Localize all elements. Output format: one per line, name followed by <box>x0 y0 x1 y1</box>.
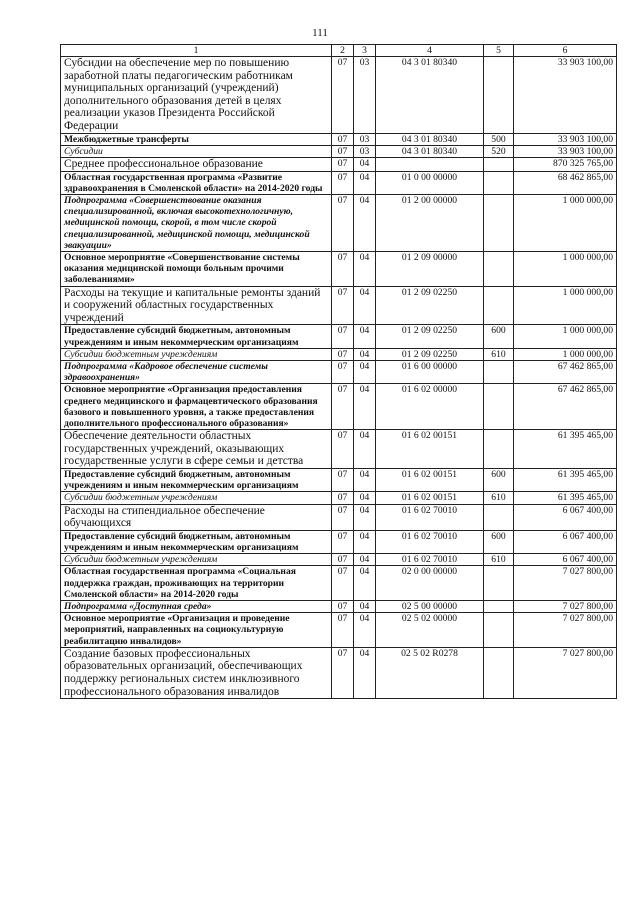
row-name-cell: Расходы на стипендиальное обеспечение обучающихся <box>61 504 332 530</box>
table-row <box>61 360 617 383</box>
row-name-cell: Обеспечение деятельности областных государственных учреждений, оказывающих государственные услуги в сфере семьи и детства <box>61 430 332 469</box>
target-article-cell: 01 0 00 00000 <box>376 171 484 194</box>
row-name-cell: Основное мероприятие «Совершенствование системы оказания медицинской помощи больным прочими заболеваниями» <box>61 251 332 286</box>
amount-cell: 61 395 465,00 <box>514 430 617 469</box>
table-row <box>61 384 617 430</box>
subsection-cell: 04 <box>354 647 376 698</box>
target-article-cell: 02 5 02 00000 <box>376 613 484 648</box>
table-row <box>61 504 617 530</box>
table-row <box>61 647 617 698</box>
amount-cell: 6 067 400,00 <box>514 554 617 566</box>
target-article-cell: 02 5 00 00000 <box>376 601 484 613</box>
row-name-cell: Субсидии бюджетным учреждениям <box>61 492 332 504</box>
expense-type-cell <box>484 647 514 698</box>
amount-cell: 68 462 865,00 <box>514 171 617 194</box>
section-cell: 07 <box>332 613 354 648</box>
expense-type-cell <box>484 194 514 251</box>
target-article-cell: 01 6 00 00000 <box>376 360 484 383</box>
column-header: 6 <box>514 45 617 57</box>
target-article-cell: 01 6 02 70010 <box>376 530 484 553</box>
table-row <box>61 613 617 648</box>
target-article-cell: 04 3 01 80340 <box>376 133 484 145</box>
expense-type-cell: 600 <box>484 468 514 491</box>
row-name-cell: Предоставление субсидий бюджетным, автономным учреждениям и иным некоммерческим организациям <box>61 530 332 553</box>
row-name-cell: Областная государственная программа «Развитие здравоохранения в Смоленской области» на 2014-2020 годы <box>61 171 332 194</box>
expense-type-cell <box>484 566 514 601</box>
table-row <box>61 145 617 157</box>
subsection-cell: 04 <box>354 157 376 171</box>
table-row <box>61 601 617 613</box>
subsection-cell: 04 <box>354 530 376 553</box>
amount-cell: 33 903 100,00 <box>514 57 617 134</box>
expense-type-cell <box>484 171 514 194</box>
amount-cell: 61 395 465,00 <box>514 492 617 504</box>
row-name-cell: Областная государственная программа «Социальная поддержка граждан, проживающих на территории Смоленской области» на 2014-2020 годы <box>61 566 332 601</box>
table-row <box>61 251 617 286</box>
subsection-cell: 04 <box>354 468 376 491</box>
target-article-cell: 01 6 02 70010 <box>376 504 484 530</box>
subsection-cell: 04 <box>354 286 376 325</box>
page-number: 111 <box>312 27 328 39</box>
expense-type-cell: 610 <box>484 554 514 566</box>
budget-table <box>60 44 617 699</box>
amount-cell: 1 000 000,00 <box>514 194 617 251</box>
section-cell: 07 <box>332 57 354 134</box>
column-header: 4 <box>376 45 484 57</box>
target-article-cell: 01 2 09 02250 <box>376 325 484 348</box>
section-cell: 07 <box>332 468 354 491</box>
table-row <box>61 171 617 194</box>
amount-cell: 6 067 400,00 <box>514 504 617 530</box>
row-name-cell: Предоставление субсидий бюджетным, автономным учреждениям и иным некоммерческим организациям <box>61 468 332 491</box>
amount-cell: 7 027 800,00 <box>514 566 617 601</box>
expense-type-cell: 600 <box>484 530 514 553</box>
section-cell: 07 <box>332 194 354 251</box>
target-article-cell: 01 2 09 00000 <box>376 251 484 286</box>
column-header: 5 <box>484 45 514 57</box>
expense-type-cell: 520 <box>484 145 514 157</box>
table-row <box>61 530 617 553</box>
amount-cell: 1 000 000,00 <box>514 251 617 286</box>
section-cell: 07 <box>332 384 354 430</box>
expense-type-cell: 500 <box>484 133 514 145</box>
expense-type-cell <box>484 504 514 530</box>
subsection-cell: 04 <box>354 504 376 530</box>
subsection-cell: 04 <box>354 360 376 383</box>
section-cell: 07 <box>332 601 354 613</box>
row-name-cell: Субсидии бюджетным учреждениям <box>61 554 332 566</box>
expense-type-cell <box>484 251 514 286</box>
subsection-cell: 04 <box>354 601 376 613</box>
subsection-cell: 03 <box>354 57 376 134</box>
expense-type-cell <box>484 157 514 171</box>
table-row <box>61 57 617 134</box>
subsection-cell: 04 <box>354 613 376 648</box>
expense-type-cell: 600 <box>484 325 514 348</box>
table-row <box>61 430 617 469</box>
target-article-cell: 04 3 01 80340 <box>376 57 484 134</box>
row-name-cell: Субсидии бюджетным учреждениям <box>61 348 332 360</box>
section-cell: 07 <box>332 360 354 383</box>
table-row <box>61 566 617 601</box>
amount-cell: 1 000 000,00 <box>514 325 617 348</box>
target-article-cell: 01 2 09 02250 <box>376 348 484 360</box>
section-cell: 07 <box>332 251 354 286</box>
section-cell: 07 <box>332 430 354 469</box>
expense-type-cell <box>484 360 514 383</box>
section-cell: 07 <box>332 286 354 325</box>
section-cell: 07 <box>332 157 354 171</box>
target-article-cell: 01 6 02 00151 <box>376 492 484 504</box>
column-header: 2 <box>332 45 354 57</box>
amount-cell: 7 027 800,00 <box>514 601 617 613</box>
target-article-cell: 01 6 02 00151 <box>376 430 484 469</box>
target-article-cell <box>376 157 484 171</box>
subsection-cell: 04 <box>354 251 376 286</box>
section-cell: 07 <box>332 348 354 360</box>
section-cell: 07 <box>332 171 354 194</box>
table-row <box>61 348 617 360</box>
row-name-cell: Подпрограмма «Доступная среда» <box>61 601 332 613</box>
row-name-cell: Подпрограмма «Совершенствование оказания специализированной, включая высокотехнологичную, медицинской помощи, скорой, в том числе скорой специализированной, медицинской помощи, медицинской эвакуации» <box>61 194 332 251</box>
subsection-cell: 04 <box>354 325 376 348</box>
expense-type-cell <box>484 384 514 430</box>
target-article-cell: 01 2 00 00000 <box>376 194 484 251</box>
target-article-cell: 02 0 00 00000 <box>376 566 484 601</box>
row-name-cell: Основное мероприятие «Организация и проведение мероприятий, направленных на социокультурную реабилитацию инвалидов» <box>61 613 332 648</box>
table-row <box>61 286 617 325</box>
subsection-cell: 04 <box>354 492 376 504</box>
row-name-cell: Создание базовых профессиональных образовательных организаций, обеспечивающих поддержку региональных систем инклюзивного профессионального образования инвалидов <box>61 647 332 698</box>
row-name-cell: Межбюджетные трансферты <box>61 133 332 145</box>
column-header: 3 <box>354 45 376 57</box>
expense-type-cell: 610 <box>484 492 514 504</box>
amount-cell: 33 903 100,00 <box>514 145 617 157</box>
subsection-cell: 04 <box>354 384 376 430</box>
row-name-cell: Субсидии <box>61 145 332 157</box>
subsection-cell: 03 <box>354 145 376 157</box>
header-row <box>61 45 617 57</box>
table-row <box>61 325 617 348</box>
section-cell: 07 <box>332 647 354 698</box>
target-article-cell: 01 6 02 70010 <box>376 554 484 566</box>
expense-type-cell <box>484 613 514 648</box>
expense-type-cell <box>484 57 514 134</box>
section-cell: 07 <box>332 133 354 145</box>
amount-cell: 1 000 000,00 <box>514 286 617 325</box>
amount-cell: 1 000 000,00 <box>514 348 617 360</box>
target-article-cell: 01 2 09 02250 <box>376 286 484 325</box>
subsection-cell: 04 <box>354 566 376 601</box>
table-row <box>61 157 617 171</box>
section-cell: 07 <box>332 566 354 601</box>
table-row <box>61 554 617 566</box>
target-article-cell: 04 3 01 80340 <box>376 145 484 157</box>
expense-type-cell <box>484 601 514 613</box>
target-article-cell: 02 5 02 R0278 <box>376 647 484 698</box>
row-name-cell: Расходы на текущие и капитальные ремонты зданий и сооружений областных государственных учреждений <box>61 286 332 325</box>
table-row <box>61 133 617 145</box>
amount-cell: 67 462 865,00 <box>514 360 617 383</box>
section-cell: 07 <box>332 325 354 348</box>
expense-type-cell: 610 <box>484 348 514 360</box>
section-cell: 07 <box>332 145 354 157</box>
subsection-cell: 04 <box>354 171 376 194</box>
target-article-cell: 01 6 02 00000 <box>376 384 484 430</box>
amount-cell: 6 067 400,00 <box>514 530 617 553</box>
table-row <box>61 194 617 251</box>
column-header: 1 <box>61 45 332 57</box>
subsection-cell: 04 <box>354 194 376 251</box>
section-cell: 07 <box>332 492 354 504</box>
amount-cell: 7 027 800,00 <box>514 613 617 648</box>
table-row <box>61 492 617 504</box>
section-cell: 07 <box>332 554 354 566</box>
subsection-cell: 03 <box>354 133 376 145</box>
amount-cell: 870 325 765,00 <box>514 157 617 171</box>
row-name-cell: Подпрограмма «Кадровое обеспечение системы здравоохранения» <box>61 360 332 383</box>
amount-cell: 61 395 465,00 <box>514 468 617 491</box>
amount-cell: 7 027 800,00 <box>514 647 617 698</box>
row-name-cell: Основное мероприятие «Организация предоставления среднего медицинского и фармацевтического образования базового и повышенного уровня, а также предоставления дополнительного профессионального образования» <box>61 384 332 430</box>
row-name-cell: Субсидии на обеспечение мер по повышению заработной платы педагогическим работникам муниципальных организаций (учреждений) дополнительного образования детей в целях реализации указов Президента Российской Федерации <box>61 57 332 134</box>
expense-type-cell <box>484 430 514 469</box>
amount-cell: 67 462 865,00 <box>514 384 617 430</box>
table-row <box>61 468 617 491</box>
section-cell: 07 <box>332 504 354 530</box>
subsection-cell: 04 <box>354 348 376 360</box>
section-cell: 07 <box>332 530 354 553</box>
expense-type-cell <box>484 286 514 325</box>
row-name-cell: Предоставление субсидий бюджетным, автономным учреждениям и иным некоммерческим организациям <box>61 325 332 348</box>
amount-cell: 33 903 100,00 <box>514 133 617 145</box>
subsection-cell: 04 <box>354 554 376 566</box>
row-name-cell: Среднее профессиональное образование <box>61 157 332 171</box>
subsection-cell: 04 <box>354 430 376 469</box>
target-article-cell: 01 6 02 00151 <box>376 468 484 491</box>
